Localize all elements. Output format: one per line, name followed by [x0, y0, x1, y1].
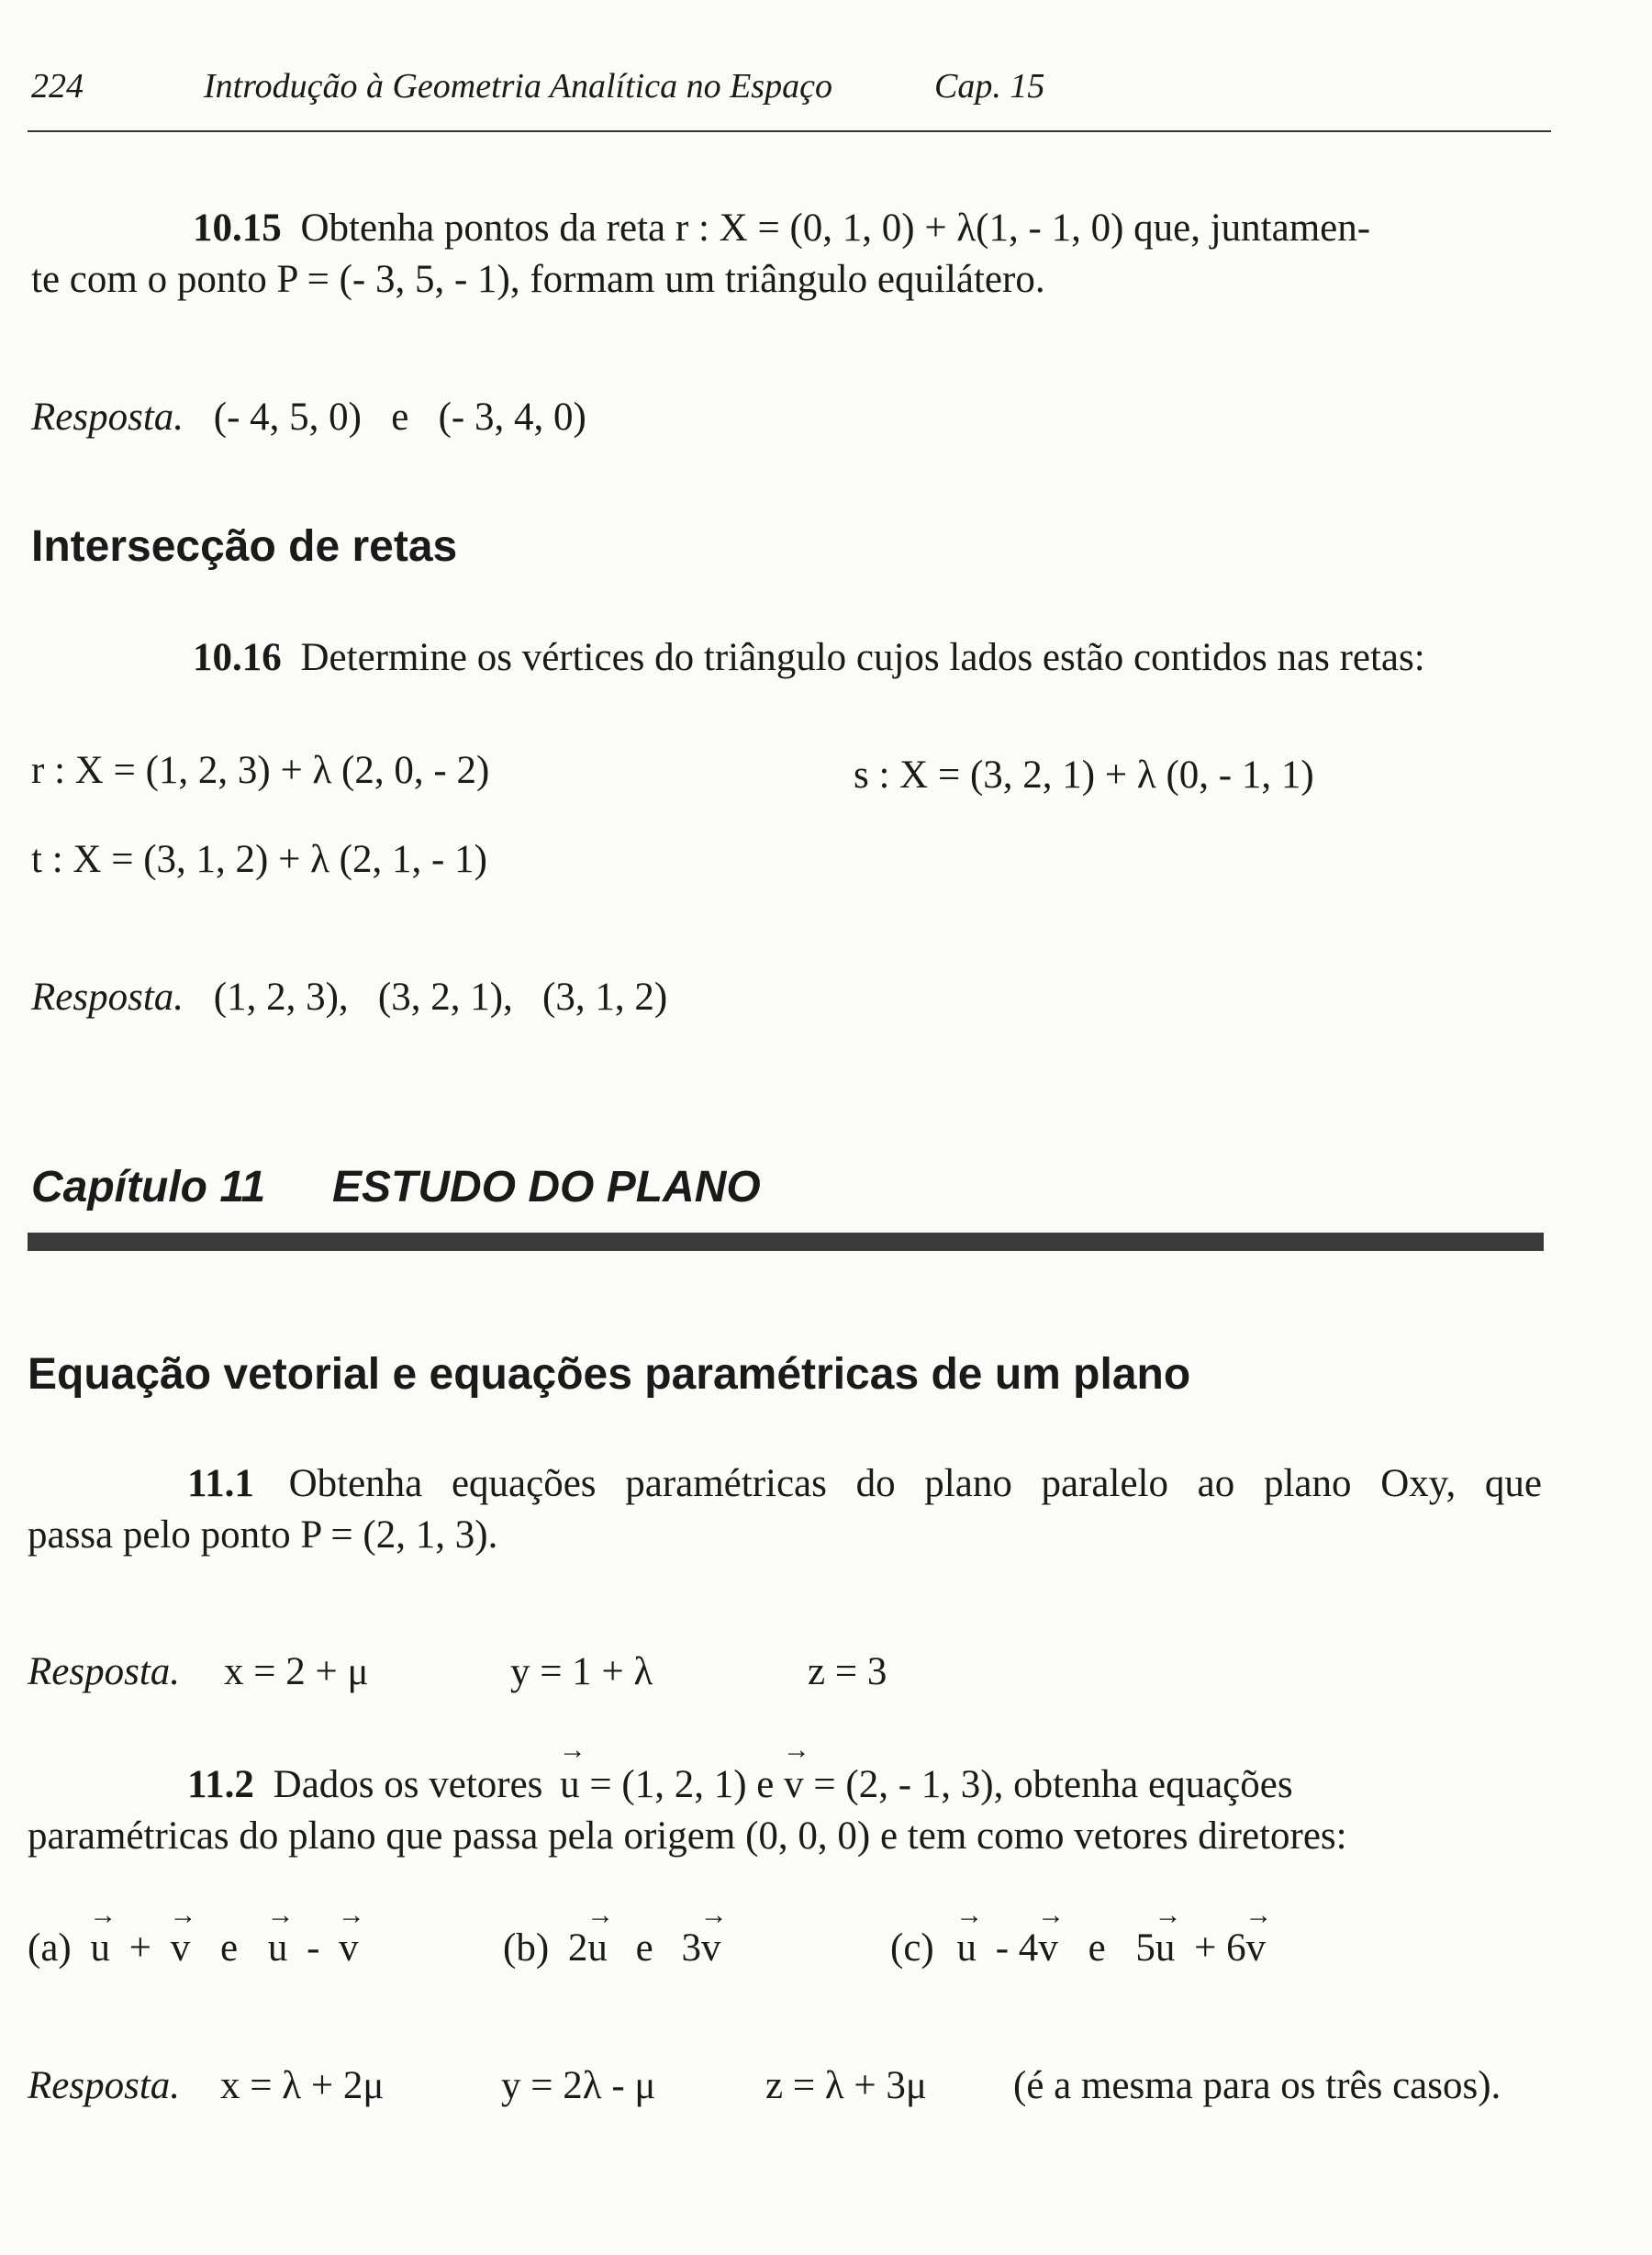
- answer-label: Resposta.: [28, 1650, 181, 1693]
- vector-u: → u: [587, 1926, 608, 1970]
- answer-text: (- 4, 5, 0) e (- 3, 4, 0): [213, 396, 586, 439]
- operator: -: [307, 1926, 320, 1970]
- answer-x: x = 2 + μ: [224, 1650, 369, 1693]
- vector-v: → v: [1038, 1926, 1058, 1970]
- vector-u: → u: [90, 1926, 110, 1970]
- exercise-11-1-line2: passa pelo ponto P = (2, 1, 3).: [28, 1513, 498, 1557]
- answer-label: Resposta.: [31, 396, 184, 439]
- vector-u: → u: [268, 1926, 288, 1970]
- vector-v: → v: [1246, 1926, 1267, 1970]
- answer-y: y = 1 + λ: [510, 1650, 653, 1693]
- exercise-text: = (1, 2, 1) e: [589, 1763, 775, 1806]
- answer-z: z = 3: [808, 1650, 887, 1693]
- vector-u: → u: [560, 1760, 580, 1810]
- chapter-bar: [28, 1233, 1544, 1251]
- exercise-text: Obtenha pontos da reta r : X = (0, 1, 0) + λ(1, - 1, 0) que, juntamen-: [300, 207, 1371, 250]
- answer-note: (é a mesma para os três casos).: [1013, 2064, 1501, 2107]
- option-a: [28, 1926, 359, 1970]
- section-title-intersection: Intersecção de retas: [31, 522, 458, 571]
- exercise-11-2-line2: paramétricas do plano que passa pela origem (0, 0, 0) e tem como vetores diretores:: [28, 1814, 1347, 1858]
- option-label: (c): [890, 1926, 934, 1970]
- answer-label: Resposta.: [28, 2064, 181, 2107]
- operator: +: [128, 1926, 151, 1970]
- exercise-text: Dados os vetores: [273, 1763, 543, 1806]
- exercise-10-15-answer: [31, 393, 586, 442]
- coefficient: 2: [567, 1926, 588, 1970]
- answer-x: x = λ + 2μ: [220, 2064, 385, 2107]
- chapter-title: ESTUDO DO PLANO: [332, 1163, 761, 1211]
- conjunction: e: [220, 1926, 239, 1970]
- exercise-10-15-line2: te com o ponto P = (- 3, 5, - 1), formam um triângulo equilátero.: [31, 258, 1045, 301]
- chapter-label: Capítulo 11: [31, 1163, 266, 1211]
- exercise-10-16-answer: [31, 973, 667, 1022]
- answer-text: (1, 2, 3), (3, 2, 1), (3, 1, 2): [213, 976, 668, 1019]
- answer-label: Resposta.: [31, 976, 184, 1019]
- vector-u: → u: [956, 1926, 977, 1970]
- exercise-11-1-answer: [28, 1647, 180, 1697]
- exercise-11-1-line1: [187, 1459, 1542, 1509]
- vector-v: → v: [171, 1926, 191, 1970]
- exercise-text: Obtenha equações paramétricas do plano paralelo ao plano Oxy, que: [288, 1462, 1542, 1505]
- answer-z: z = λ + 3μ: [765, 2064, 927, 2107]
- book-title: Introdução à Geometria Analítica no Espaço: [204, 67, 832, 106]
- option-label: (a): [28, 1926, 72, 1970]
- exercise-number: 11.1: [187, 1462, 254, 1505]
- header-rule: [28, 130, 1551, 132]
- conjunction: e: [635, 1926, 653, 1970]
- coefficient: 3: [681, 1926, 701, 1970]
- line-r-equation: r : X = (1, 2, 3) + λ (2, 0, - 2): [31, 749, 490, 792]
- option-label: (b): [503, 1926, 550, 1970]
- vector-v: → v: [701, 1926, 721, 1970]
- vector-v: → v: [339, 1926, 359, 1970]
- vector-v: → v: [784, 1760, 804, 1810]
- exercise-text: Determine os vértices do triângulo cujos lados estão contidos nas retas:: [300, 636, 1425, 679]
- vector-u: → u: [1155, 1926, 1176, 1970]
- exercise-11-2-line1: [187, 1760, 1293, 1810]
- line-s-equation: s : X = (3, 2, 1) + λ (0, - 1, 1): [854, 754, 1314, 797]
- exercise-10-16-line1: [193, 633, 1425, 683]
- operator: - 4: [995, 1926, 1039, 1970]
- exercise-number: 11.2: [187, 1763, 254, 1806]
- coefficient: 5: [1135, 1926, 1155, 1970]
- option-b: [503, 1926, 720, 1970]
- page-number: 224: [31, 67, 84, 106]
- exercise-11-2-answer: [28, 2061, 180, 2111]
- operator: + 6: [1194, 1926, 1246, 1970]
- exercise-number: 10.15: [193, 207, 282, 250]
- exercise-text: = (2, - 1, 3), obtenha equações: [813, 1763, 1293, 1806]
- answer-y: y = 2λ - μ: [501, 2064, 656, 2107]
- option-c: [890, 1926, 1266, 1970]
- section-title-plane: Equação vetorial e equações paramétricas de um plano: [28, 1350, 1191, 1399]
- exercise-number: 10.16: [193, 636, 282, 679]
- exercise-10-15-line1: [193, 204, 1370, 253]
- chapter-ref: Cap. 15: [934, 67, 1045, 106]
- line-t-equation: t : X = (3, 1, 2) + λ (2, 1, - 1): [31, 838, 487, 881]
- conjunction: e: [1088, 1926, 1106, 1970]
